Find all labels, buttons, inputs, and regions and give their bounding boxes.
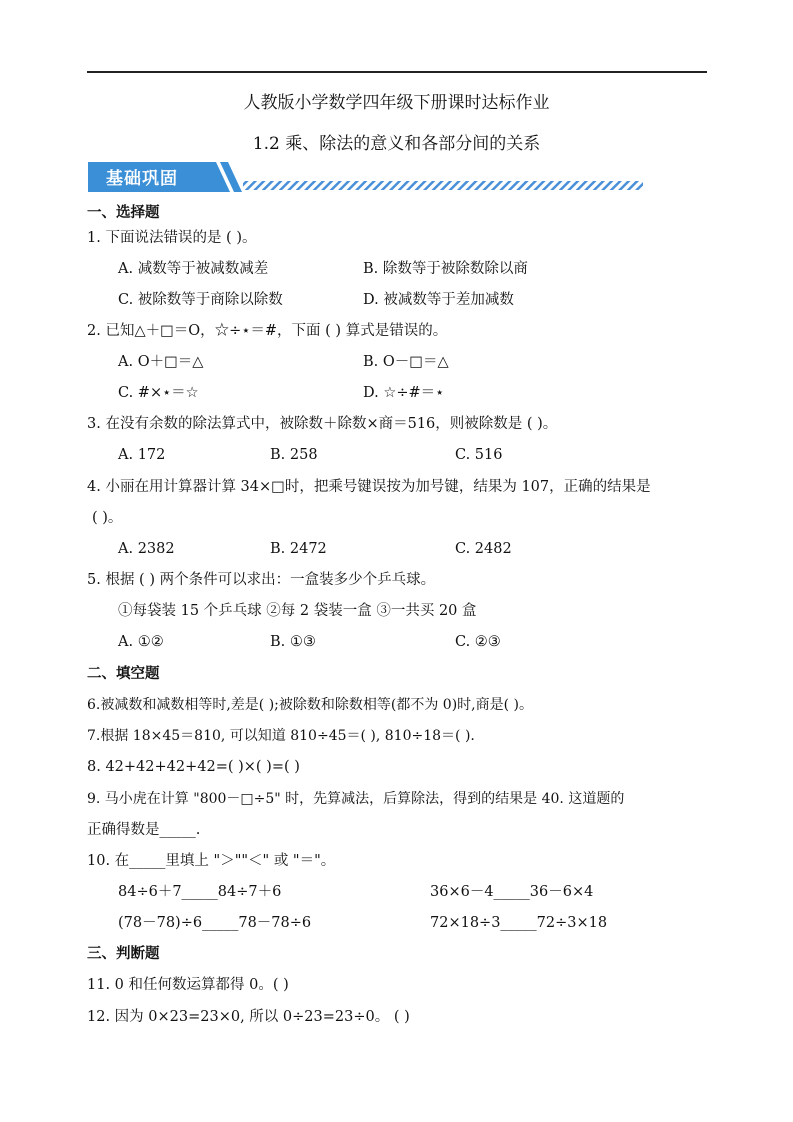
q4-option-a: A. 2382 [118,541,175,557]
q10-row1-left: 84÷6＋7_____84÷7＋6 [118,884,282,900]
q11: 11. 0 和任何数运算都得 0。( ) [87,977,289,993]
section-heading-judge: 三、判断题 [87,946,160,962]
q4-option-c: C. 2482 [455,541,512,557]
q10-stem: 10. 在_____里填上 "＞""＜" 或 "＝"。 [87,853,336,869]
q3-option-c: C. 516 [455,447,503,463]
q2-option-d: D. ☆÷#＝⋆ [363,385,445,401]
q12: 12. 因为 0×23=23×0, 所以 0÷23=23÷0。 ( ) [87,1009,410,1025]
q9-line1: 9. 马小虎在计算 "800－□÷5" 时，先算减法，后算除法，得到的结果是 40. 这道题的 [87,791,625,807]
banner-label: 基础巩固 [106,169,178,189]
q2-option-b: B. O－□＝△ [363,354,449,370]
q10-row1-right: 36×6－4_____36－6×4 [430,884,594,900]
q1-option-a: A. 减数等于被减数减差 [118,261,269,277]
q5-option-b: B. ①③ [270,634,316,650]
q6: 6.被减数和减数相等时,差是( );被除数和除数相等(都不为 0)时,商是( )。 [87,697,534,713]
page-subtitle: 1.2 乘、除法的意义和各部分间的关系 [252,134,541,154]
q1-option-c: C. 被除数等于商除以除数 [118,292,283,308]
section-heading-choice: 一、选择题 [87,205,160,221]
q2-stem: 2. 已知△＋□＝O，☆÷⋆＝#，下面 ( ) 算式是错误的。 [87,323,448,339]
q3-option-a: A. 172 [118,447,166,463]
section-heading-fill: 二、填空题 [87,666,160,682]
q4-stem: 4. 小丽在用计算器计算 34×□时，把乘号键误按为加号键，结果为 107，正确的结果是 [87,479,651,495]
page-title: 人教版小学数学四年级下册课时达标作业 [243,93,550,113]
q5-option-a: A. ①② [118,634,164,650]
q7: 7.根据 18×45＝810, 可以知道 810÷45＝( ), 810÷18＝( ). [87,728,475,744]
q2-option-c: C. #×⋆＝☆ [118,385,199,401]
q1-stem: 1. 下面说法错误的是 ( )。 [87,230,257,246]
q2-option-a: A. O＋□＝△ [118,354,204,370]
q10-row2-left: (78－78)÷6_____78－78÷6 [118,915,312,931]
q4-stem-cont: ( )。 [92,510,123,526]
header-rule [87,71,707,73]
q5-option-c: C. ②③ [455,634,501,650]
q1-option-b: B. 除数等于被除数除以商 [363,261,528,277]
q5-conditions: ①每袋装 15 个乒乓球 ②每 2 袋装一盒 ③一共买 20 盒 [118,603,477,619]
q10-row2-right: 72×18÷3_____72÷3×18 [430,915,608,931]
q8: 8. 42+42+42+42=( )×( )=( ) [87,759,300,775]
q3-option-b: B. 258 [270,447,318,463]
q9-line2: 正确得数是_____. [87,822,201,838]
q3-stem: 3. 在没有余数的除法算式中，被除数＋除数×商＝516，则被除数是 ( )。 [87,416,558,432]
q4-option-b: B. 2472 [270,541,327,557]
q1-option-d: D. 被减数等于差加减数 [363,292,514,308]
q5-stem: 5. 根据 ( ) 两个条件可以求出：一盒装多少个乒乓球。 [87,572,436,588]
